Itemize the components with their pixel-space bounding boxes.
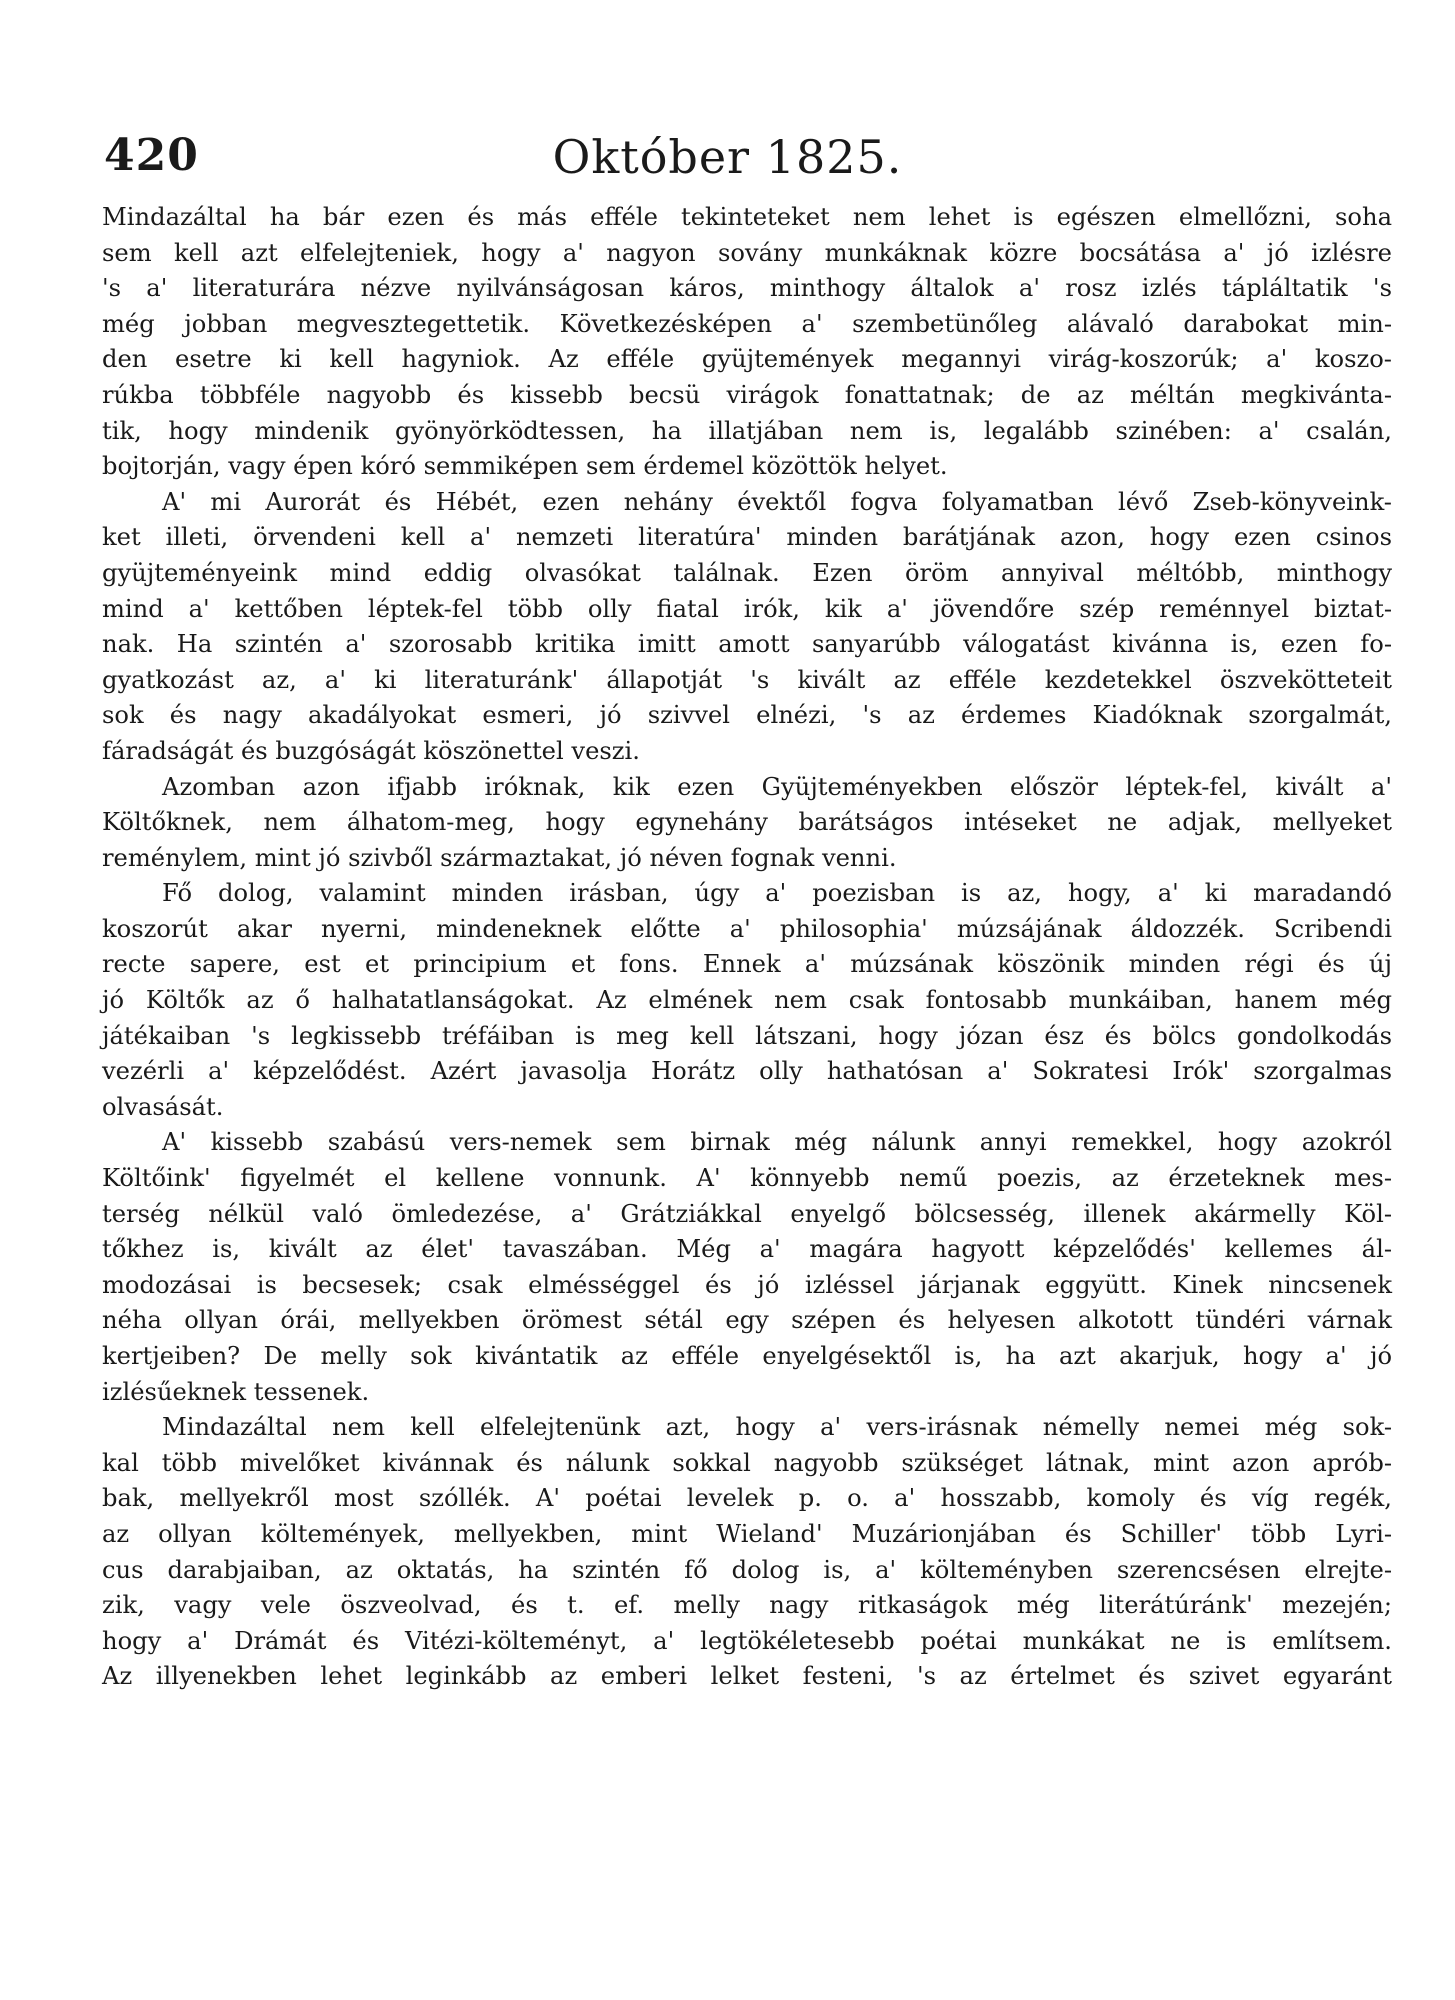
text-line: recte sapere, est et principium et fons. Ennek a' múzsának köszönik minden régi és új bbox=[102, 950, 1392, 979]
text-line: mind a' kettőben léptek-fel több olly fiatal irók, kik a' jövendőre szép reménnyel biztat- bbox=[102, 594, 1392, 623]
text-line: rúkba többféle nagyobb és kissebb becsü virágok fonattatnak; de az méltán megkivánta- bbox=[102, 380, 1392, 409]
running-title: Október 1825. bbox=[552, 130, 903, 184]
text-line: Az illyenekben lehet leginkább az emberi lelket festeni, 's az értelmet és szivet egyaránt bbox=[102, 1662, 1392, 1691]
text-line: bak, mellyekről most szóllék. A' poétai levelek p. o. a' hosszabb, komoly és víg regék, bbox=[102, 1484, 1392, 1513]
text-line: Mindazáltal nem kell elfelejtenünk azt, hogy a' vers-irásnak némelly nemei még sok- bbox=[162, 1413, 1392, 1442]
text-line: izlésűeknek tessenek. bbox=[102, 1377, 370, 1406]
text-line: az ollyan költemények, mellyekben, mint Wieland' Muzárionjában és Schiller' több Lyri- bbox=[102, 1519, 1392, 1548]
text-line: sem kell azt elfelejteniek, hogy a' nagyon sovány munkáknak közre bocsátása a' jó izlésre bbox=[102, 238, 1392, 267]
text-line: bojtorján, vagy épen kóró semmiképen sem érdemel közöttök helyet. bbox=[102, 452, 948, 481]
text-line: tőkhez is, kivált az élet' tavaszában. Még a' magára hagyott képzelődés' kellemes ál- bbox=[102, 1235, 1392, 1264]
text-line: néha ollyan órái, mellyekben örömest sétál egy szépen és helyesen alkotott tündéri várnak bbox=[102, 1306, 1392, 1335]
text-line: koszorút akar nyerni, mindeneknek előtte a' philosophia' múzsájának áldozzék. Scribendi bbox=[102, 914, 1392, 943]
text-line: kertjeiben? De melly sok kivántatik az efféle enyelgésektől is, ha azt akarjuk, hogy a' jó bbox=[102, 1342, 1392, 1370]
text-line: modozásai is becsesek; csak elmésséggel és jó izléssel járjanak eggyütt. Kinek nincsenek bbox=[102, 1270, 1392, 1299]
body-text bbox=[102, 200, 1392, 1695]
text-line: vezérli a' képzelődést. Azért javasolja Horátz olly hathatósan a' Sokratesi Irók' szorgalmas bbox=[102, 1057, 1392, 1086]
text-line: nak. Ha szintén a' szorosabb kritika imitt amott sanyarúbb válogatást kivánna is, ezen fo- bbox=[102, 630, 1392, 659]
text-line: reménylem, mint jó szivből származtakat, jó néven fognak venni. bbox=[102, 843, 897, 872]
text-line: játékaiban 's legkissebb tréfáiban is meg kell látszani, hogy józan ész és bölcs gondolkodás bbox=[102, 1021, 1392, 1050]
text-line: A' mi Aurorát és Hébét, ezen nehány évektől fogva folyamatban lévő Zseb-könyveink- bbox=[162, 487, 1392, 516]
text-line: den esetre ki kell hagyniok. Az efféle gyüjtemények megannyi virág-koszorúk; a' koszo- bbox=[102, 345, 1392, 374]
text-line: még jobban megvesztegettetik. Következésképen a' szembetünőleg alávaló darabokat min- bbox=[102, 309, 1392, 338]
text-line: gyüjteményeink mind eddig olvasókat találnak. Ezen öröm annyival méltóbb, minthogy bbox=[102, 558, 1392, 587]
text-line: Fő dolog, valamint minden irásban, úgy a' poezisban is az, hogy, a' ki maradandó bbox=[162, 879, 1392, 908]
text-line: cus darabjaiban, az oktatás, ha szintén fő dolog is, a' költeményben szerencsésen elrejte- bbox=[102, 1555, 1392, 1584]
text-line: Mindazáltal ha bár ezen és más efféle tekinteteket nem lehet is egészen elmellőzni, soha bbox=[102, 203, 1392, 231]
text-line: zik, vagy vele öszveolvad, és t. ef. melly nagy ritkaságok még literátúránk' mezején; bbox=[102, 1591, 1392, 1620]
text-line: terség nélkül való ömledezése, a' Grátziákkal enyelgő bölcsesség, illenek akármelly Köl- bbox=[102, 1199, 1392, 1228]
text-line: Költőknek, nem álhatom-meg, hogy egynehány barátságos intéseket ne adjak, mellyeket bbox=[102, 808, 1392, 837]
text-line: ket illeti, örvendeni kell a' nemzeti literatúra' minden barátjának azon, hogy ezen csinos bbox=[102, 523, 1392, 552]
text-line: A' kissebb szabású vers-nemek sem birnak még nálunk annyi remekkel, hogy azokról bbox=[162, 1128, 1392, 1157]
text-line: Azomban azon ifjabb iróknak, kik ezen Gyüjteményekben először léptek-fel, kivált a' bbox=[162, 772, 1392, 801]
text-line: gyatkozást az, a' ki literaturánk' állapotját 's kivált az efféle kezdetekkel öszvekötteteit bbox=[102, 665, 1392, 694]
text-line: tik, hogy mindenik gyönyörködtessen, ha illatjában nem is, legalább szinében: a' csalán, bbox=[102, 416, 1392, 445]
text-line: fáradságát és buzgóságát köszönettel veszi. bbox=[102, 736, 640, 765]
text-line: Költőink' figyelmét el kellene vonnunk. A' könnyebb nemű poezis, az érzeteknek mes- bbox=[102, 1164, 1392, 1193]
text-line: 's a' literaturára nézve nyilvánságosan káros, minthogy általok a' rosz izlés tápláltatik 's bbox=[102, 274, 1392, 303]
page-header bbox=[0, 130, 1455, 190]
text-line: jó Költők az ő halhatatlanságokat. Az elmének nem csak fontosabb munkáiban, hanem még bbox=[102, 986, 1392, 1015]
text-line: sok és nagy akadályokat esmeri, jó szivvel elnézi, 's az érdemes Kiadóknak szorgalmát, bbox=[102, 701, 1392, 730]
text-line: hogy a' Drámát és Vitézi-költeményt, a' legtökéletesebb poétai munkákat ne is említsem. bbox=[102, 1626, 1392, 1655]
text-line: kal több mivelőket kivánnak és nálunk sokkal nagyobb szükséget látnak, mint azon aprób- bbox=[102, 1448, 1392, 1477]
page-number: 420 bbox=[104, 130, 199, 181]
text-line: olvasását. bbox=[102, 1092, 224, 1121]
